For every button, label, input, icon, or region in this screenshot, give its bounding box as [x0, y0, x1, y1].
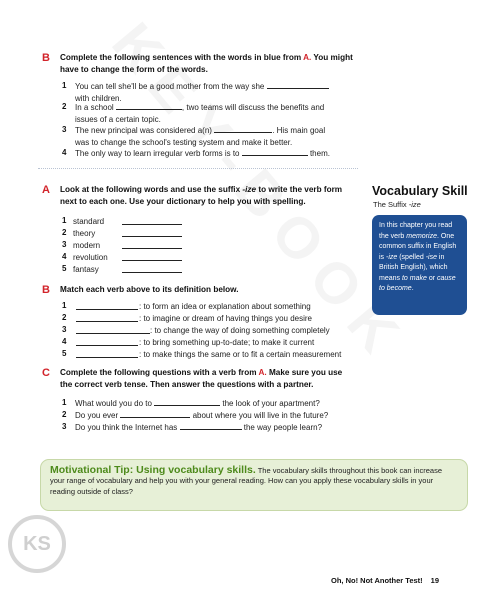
word-item: modern — [73, 241, 101, 250]
answer-blank[interactable] — [76, 314, 138, 322]
answer-blank[interactable] — [180, 422, 242, 430]
definition-item: : to bring something up-to-date; to make it current — [139, 338, 315, 347]
vocabulary-skill-box: In this chapter you read the verb memorize. One common suffix in English is -ize (spelled -ise in British English), which means to make or cause to become. — [372, 215, 467, 315]
question-item: Do you ever about where you will live in the future? — [75, 411, 329, 420]
question-item: What would you do to the look of your apartment? — [75, 399, 320, 408]
sentence-item: In a school , two teams will discuss the benefits and issues of a certain topic. — [75, 103, 325, 124]
sentence-item: You can tell she'll be a good mother from the way she with children. — [75, 81, 365, 104]
answer-blank[interactable] — [76, 338, 138, 346]
motivational-tip-box — [40, 459, 468, 511]
item-number: 1 — [62, 398, 67, 407]
answer-blank[interactable] — [122, 229, 182, 237]
section-b-top-instruction: Complete the following sentences with the words in blue from A. You might have to change the form of the words. — [60, 53, 353, 74]
section-b-top-letter: B — [42, 52, 50, 64]
section-c-letter: C — [42, 367, 50, 379]
word-item: fantasy — [73, 265, 99, 274]
word-item: revolution — [73, 253, 108, 262]
answer-blank[interactable] — [214, 125, 272, 133]
answer-blank[interactable] — [267, 81, 329, 89]
answer-blank[interactable] — [116, 102, 182, 110]
answer-blank[interactable] — [122, 217, 182, 225]
section-b-mid-instruction: Match each verb above to its definition below. — [60, 285, 239, 294]
answer-blank[interactable] — [154, 398, 220, 406]
answer-blank[interactable] — [76, 350, 138, 358]
item-number: 3 — [62, 240, 67, 249]
answer-blank[interactable] — [122, 265, 182, 273]
definition-item: : to form an idea or explanation about something — [139, 302, 311, 311]
definition-item: : to make things the same or to fit a certain measurement — [139, 350, 342, 359]
vocabulary-skill-subtitle: The Suffix -ize — [373, 200, 421, 209]
item-number: 4 — [62, 337, 67, 346]
publisher-logo: KS — [8, 515, 66, 573]
item-number: 3 — [62, 125, 67, 134]
page-footer — [331, 576, 439, 585]
answer-blank[interactable] — [122, 241, 182, 249]
item-number: 5 — [62, 349, 67, 358]
question-item: Do you think the Internet has the way people learn? — [75, 423, 323, 432]
item-number: 1 — [62, 81, 67, 90]
tip-title: Motivational Tip: Using vocabulary skills. — [50, 464, 256, 476]
sentence-item: The only way to learn irregular verb forms is to them. — [75, 149, 330, 158]
answer-blank[interactable] — [76, 326, 150, 334]
sentence-item: The new principal was considered a(n) . His main goal was to change the school's testing system and make it better. — [75, 126, 326, 147]
answer-blank[interactable] — [76, 302, 138, 310]
book-title: Oh, No! Not Another Test! — [331, 576, 423, 585]
section-b-mid-letter: B — [42, 284, 50, 296]
answer-blank[interactable] — [120, 410, 190, 418]
item-number: 4 — [62, 148, 67, 157]
section-c-instruction: Complete the following questions with a verb from A. Make sure you use the correct verb tense. Then answer the questions with a partner. — [60, 368, 343, 389]
item-number: 2 — [62, 410, 67, 419]
page-number: 19 — [430, 576, 439, 585]
section-divider — [38, 168, 358, 169]
item-number: 1 — [62, 216, 67, 225]
item-number: 2 — [62, 228, 67, 237]
item-number: 4 — [62, 252, 67, 261]
section-a-letter: A — [42, 184, 50, 196]
item-number: 5 — [62, 264, 67, 273]
item-number: 3 — [62, 422, 67, 431]
word-item: theory — [73, 229, 96, 238]
definition-item: : to change the way of doing something completely — [150, 326, 330, 335]
answer-blank[interactable] — [242, 148, 308, 156]
section-a-instruction: Look at the following words and use the suffix -ize to write the verb form next to each one. Use your dictionary to help you with spelling. — [60, 185, 343, 206]
item-number: 2 — [62, 102, 67, 111]
word-item: standard — [73, 217, 105, 226]
item-number: 3 — [62, 325, 67, 334]
item-number: 1 — [62, 301, 67, 310]
definition-item: : to imagine or dream of having things you desire — [139, 314, 312, 323]
tip-body: The vocabulary skills throughout this book can increase your range of vocabulary and help you with your general reading. How can you apply these vocabulary skills in your reading outside of class? — [50, 466, 442, 496]
vocabulary-skill-title: Vocabulary Skill — [372, 184, 468, 198]
answer-blank[interactable] — [122, 253, 182, 261]
item-number: 2 — [62, 313, 67, 322]
